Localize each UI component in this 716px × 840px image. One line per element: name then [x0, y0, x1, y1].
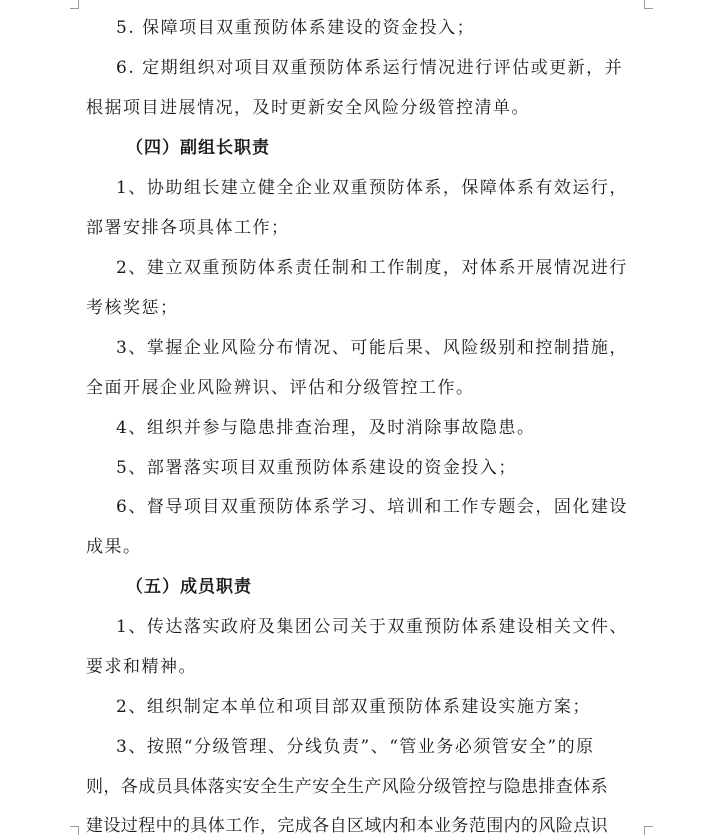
paragraph-line: 4、组织并参与隐患排查治理，及时消除事故隐患。 [116, 418, 536, 438]
paragraph-line: 3、掌握企业风险分布情况、可能后果、风险级别和控制措施， [116, 338, 628, 358]
paragraph-line: 6. 定期组织对项目双重预防体系运行情况进行评估或更新，并 [116, 58, 624, 78]
paragraph-line: 建设过程中的具体工作，完成各自区域内和本业务范围内的风险点识 [86, 816, 608, 836]
paragraph-line: 则，各成员具体落实安全生产安全生产风险分级管控与隐患排查体系 [86, 777, 608, 797]
paragraph-line: 1、传达落实政府及集团公司关于双重预防体系建设相关文件、 [116, 617, 628, 637]
section-heading: （四）副组长职责 [126, 138, 270, 158]
page-corner-mark [644, 826, 653, 835]
paragraph-line: 6、督导项目双重预防体系学习、培训和工作专题会，固化建设 [116, 497, 628, 517]
paragraph-line: 要求和精神。 [86, 657, 197, 677]
paragraph-line: 5、部署落实项目双重预防体系建设的资金投入； [116, 458, 517, 478]
paragraph-line: 全面开展企业风险辨识、评估和分级管控工作。 [86, 378, 475, 398]
page-corner-mark [644, 0, 653, 9]
page-corner-mark [70, 0, 79, 9]
paragraph-line: 部署安排各项具体工作； [86, 218, 290, 238]
paragraph-line: 成果。 [86, 537, 142, 557]
section-heading: （五）成员职责 [126, 577, 252, 597]
paragraph-line: 2、建立双重预防体系责任制和工作制度，对体系开展情况进行 [116, 258, 628, 278]
paragraph-line: 3、按照“分级管理、分线负责”、“管业务必须管安全”的原 [116, 737, 595, 757]
paragraph-line: 根据项目进展情况，及时更新安全风险分级管控清单。 [86, 98, 530, 118]
paragraph-line: 2、组织制定本单位和项目部双重预防体系建设实施方案； [116, 697, 591, 717]
paragraph-line: 1、协助组长建立健全企业双重预防体系，保障体系有效运行， [116, 178, 628, 198]
paragraph-line: 5. 保障项目双重预防体系建设的资金投入； [116, 18, 476, 38]
paragraph-line: 考核奖惩； [86, 298, 179, 318]
page-corner-mark [70, 826, 79, 835]
